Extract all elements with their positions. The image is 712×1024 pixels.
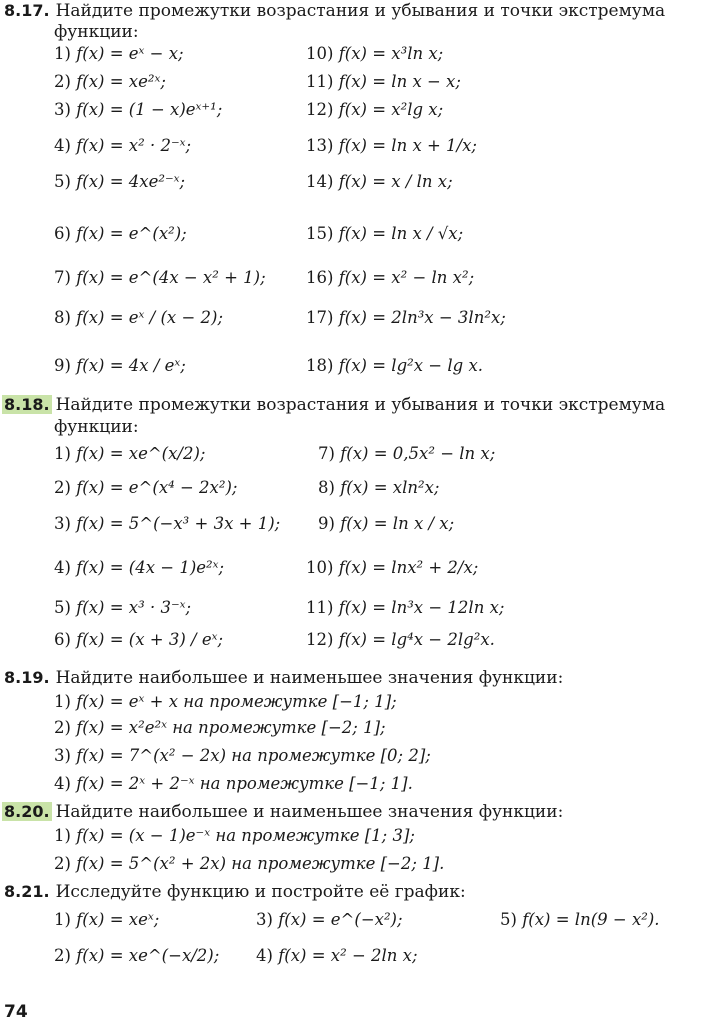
list-item: 4) f(x) = 2ˣ + 2⁻ˣ на промежутке [−1; 1]. xyxy=(54,774,413,793)
exercise-header xyxy=(2,882,466,902)
list-item: 1) f(x) = (x − 1)e⁻ˣ на промежутке [1; 3]; xyxy=(54,826,415,845)
list-item: 12) f(x) = lg⁴x − 2lg²x. xyxy=(306,630,495,649)
list-item: 12) f(x) = x²lg x; xyxy=(306,100,444,119)
list-item: 16) f(x) = x² − ln x²; xyxy=(306,268,475,287)
exercise-header xyxy=(2,802,563,822)
list-item: 3) f(x) = 7^(x² − 2x) на промежутке [0; 2]; xyxy=(54,746,431,765)
list-item: 4) f(x) = x² · 2⁻ˣ; xyxy=(54,136,192,155)
list-item: 17) f(x) = 2ln³x − 3ln²x; xyxy=(306,308,506,327)
list-item: 1) f(x) = xe^(x/2); xyxy=(54,444,206,463)
list-item: 11) f(x) = ln³x − 12ln x; xyxy=(306,598,505,617)
exercise-number: 8.17. xyxy=(4,1,50,20)
list-item: 2) f(x) = xe^(−x/2); xyxy=(54,946,220,965)
list-item: 2) f(x) = e^(x⁴ − 2x²); xyxy=(54,478,238,497)
exercise-title-cont: функции: xyxy=(54,22,139,42)
exercise-title-cont: функции: xyxy=(54,417,139,437)
exercise-header xyxy=(2,668,563,688)
list-item: 10) f(x) = lnx² + 2/x; xyxy=(306,558,479,577)
list-item: 3) f(x) = (1 − x)eˣ⁺¹; xyxy=(54,100,223,119)
list-item: 4) f(x) = x² − 2ln x; xyxy=(256,946,418,965)
list-item: 13) f(x) = ln x + 1/x; xyxy=(306,136,477,155)
list-item: 3) f(x) = 5^(−x³ + 3x + 1); xyxy=(54,514,281,533)
exercise-header xyxy=(2,395,665,415)
exercise-title: Исследуйте функцию и постройте её график: xyxy=(55,882,466,902)
list-item: 1) f(x) = xeˣ; xyxy=(54,910,160,929)
list-item: 2) f(x) = 5^(x² + 2x) на промежутке [−2; 1]. xyxy=(54,854,445,873)
exercise-header xyxy=(2,1,665,21)
list-item: 14) f(x) = x / ln x; xyxy=(306,172,453,191)
list-item: 9) f(x) = ln x / x; xyxy=(318,514,455,533)
list-item: 1) f(x) = eˣ − x; xyxy=(54,44,184,63)
page-number: 74 xyxy=(4,1002,28,1022)
list-item: 2) f(x) = x²e²ˣ на промежутке [−2; 1]; xyxy=(54,718,386,737)
exercise-number: 8.19. xyxy=(4,668,50,687)
exercise-title: Найдите промежутки возрастания и убывания и точки экстремума xyxy=(55,395,666,415)
list-item: 6) f(x) = (x + 3) / eˣ; xyxy=(54,630,224,649)
list-item: 5) f(x) = ln(9 − x²). xyxy=(500,910,660,929)
list-item: 2) f(x) = xe²ˣ; xyxy=(54,72,166,91)
list-item: 15) f(x) = ln x / √x; xyxy=(306,224,464,243)
list-item: 7) f(x) = e^(4x − x² + 1); xyxy=(54,268,266,287)
list-item: 5) f(x) = x³ · 3⁻ˣ; xyxy=(54,598,192,617)
list-item: 10) f(x) = x³ln x; xyxy=(306,44,444,63)
list-item: 6) f(x) = e^(x²); xyxy=(54,224,187,243)
list-item: 11) f(x) = ln x − x; xyxy=(306,72,461,91)
list-item: 3) f(x) = e^(−x²); xyxy=(256,910,403,929)
list-item: 8) f(x) = xln²x; xyxy=(318,478,440,497)
list-item: 8) f(x) = eˣ / (x − 2); xyxy=(54,308,224,327)
exercise-number: 8.21. xyxy=(4,882,50,901)
list-item: 4) f(x) = (4x − 1)e²ˣ; xyxy=(54,558,225,577)
list-item: 18) f(x) = lg²x − lg x. xyxy=(306,356,483,375)
list-item: 7) f(x) = 0,5x² − ln x; xyxy=(318,444,496,463)
list-item: 5) f(x) = 4xe²⁻ˣ; xyxy=(54,172,186,191)
exercise-title: Найдите наибольшее и наименьшее значения функции: xyxy=(55,802,564,822)
list-item: 9) f(x) = 4x / eˣ; xyxy=(54,356,186,375)
exercise-number: 8.20. xyxy=(4,802,50,821)
list-item: 1) f(x) = eˣ + x на промежутке [−1; 1]; xyxy=(54,692,397,711)
exercise-title: Найдите наибольшее и наименьшее значения функции: xyxy=(55,668,564,688)
exercise-number: 8.18. xyxy=(4,395,50,414)
exercise-title: Найдите промежутки возрастания и убывания и точки экстремума xyxy=(55,1,666,21)
